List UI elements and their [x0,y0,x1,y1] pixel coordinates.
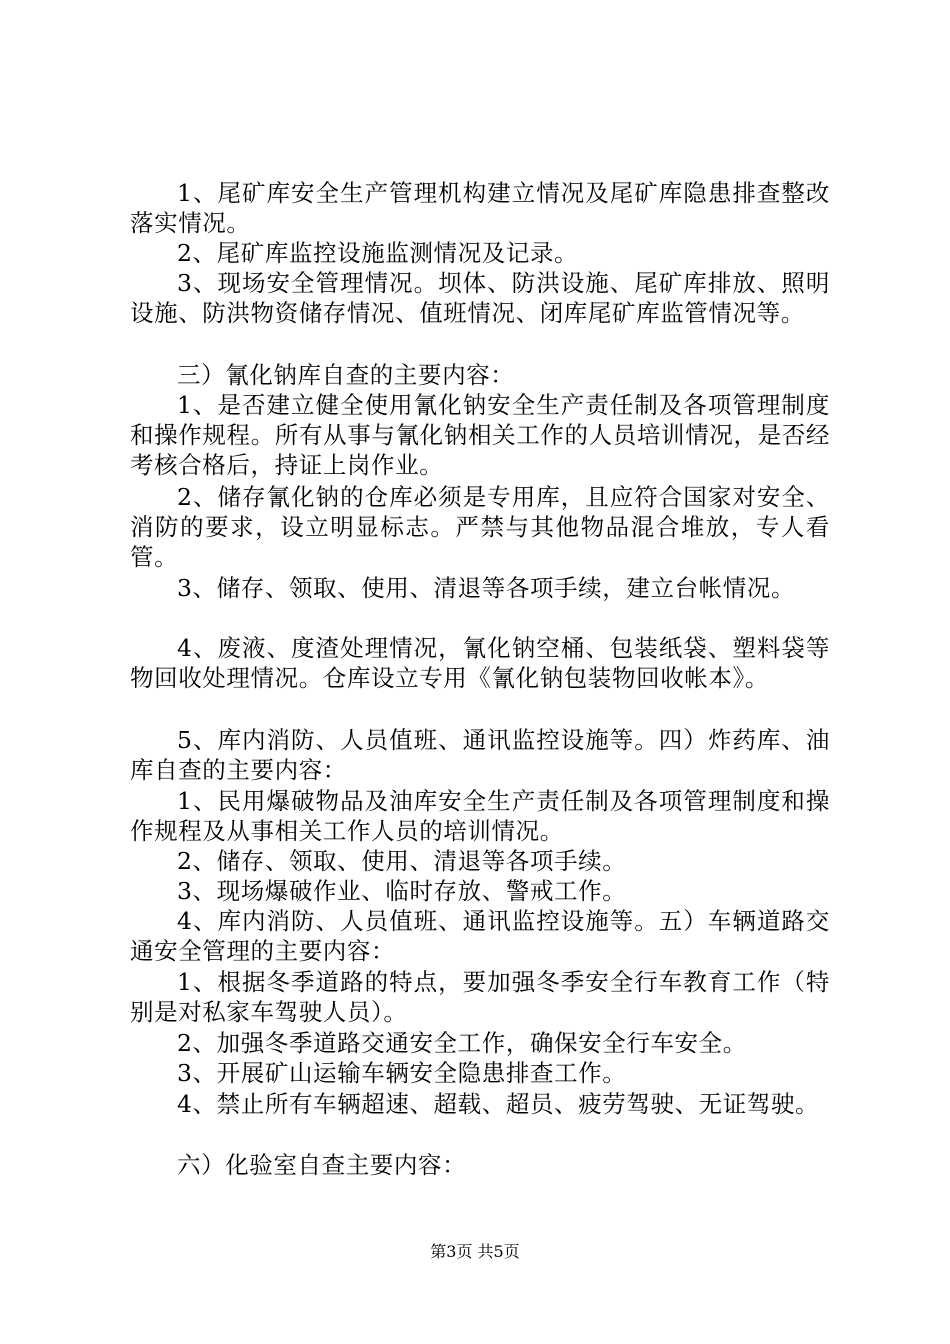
paragraph: 3、现场爆破作业、临时存放、警戒工作。 [177,877,627,905]
paragraph: 5、库内消防、人员值班、通讯监控设施等。四）炸药库、油库自查的主要内容： [130,726,830,784]
paragraph: 2、储存、领取、使用、清退等各项手续。 [177,847,627,875]
section-heading: 三）氰化钠库自查的主要内容： [177,361,515,389]
paragraph: 2、加强冬季道路交通安全工作，确保安全行车安全。 [177,1029,747,1057]
paragraph: 3、现场安全管理情况。坝体、防洪设施、尾矿库排放、照明设施、防洪物资储存情况、值班情况、闭库尾矿库监管情况等。 [130,269,830,327]
paragraph: 4、库内消防、人员值班、通讯监控设施等。五）车辆道路交通安全管理的主要内容： [130,907,830,965]
paragraph: 1、尾矿库安全生产管理机构建立情况及尾矿库隐患排查整改落实情况。 [130,179,830,237]
paragraph: 1、民用爆破物品及油库安全生产责任制及各项管理制度和操作规程及从事相关工作人员的培训情况。 [130,787,830,845]
paragraph: 1、根据冬季道路的特点，要加强冬季安全行车教育工作（特别是对私家车驾驶人员）。 [130,968,830,1026]
paragraph: 2、储存氰化钠的仓库必须是专用库，且应符合国家对安全、消防的要求，设立明显标志。严禁与其他物品混合堆放，专人看管。 [130,483,830,571]
paragraph: 3、储存、领取、使用、清退等各项手续，建立台帐情况。 [177,574,796,602]
paragraph: 4、禁止所有车辆超速、超载、超员、疲劳驾驶、无证驾驶。 [177,1090,820,1118]
paragraph: 3、开展矿山运输车辆安全隐患排查工作。 [177,1059,627,1087]
paragraph: 2、尾矿库监控设施监测情况及记录。 [177,239,579,267]
section-heading: 六）化验室自查主要内容： [177,1151,467,1179]
paragraph: 4、废液、度渣处理情况，氰化钠空桶、包装纸袋、塑料袋等物回收处理情况。仓库设立专用《氰化钠包装物回收帐本》。 [130,634,830,692]
paragraph: 1、是否建立健全使用氰化钠安全生产责任制及各项管理制度和操作规程。所有从事与氰化钠相关工作的人员培训情况，是否经考核合格后，持证上岗作业。 [130,391,830,479]
page-number-footer: 第3页 共5页 [430,1242,520,1261]
